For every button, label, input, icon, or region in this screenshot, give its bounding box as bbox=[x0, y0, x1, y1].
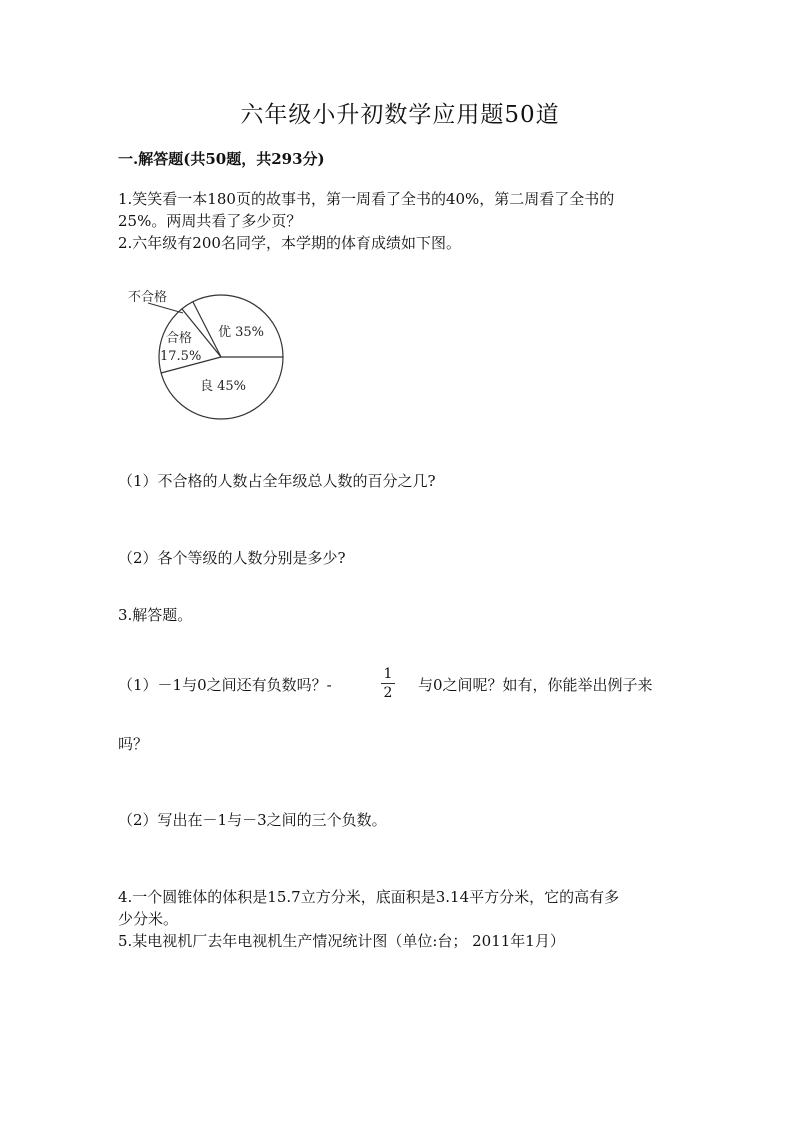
fraction-numerator: 1 bbox=[383, 666, 393, 682]
section-heading: 一.解答题(共50题，共293分) bbox=[118, 150, 325, 168]
q4-line1: 4.一个圆锥体的体积是15.7立方分米，底面积是3.14平方分米，它的高有多 bbox=[118, 888, 620, 906]
q3-sub1-c: 吗？ bbox=[118, 735, 149, 753]
q3-sub1-b: 与0之间呢？如有，你能举出例子来 bbox=[418, 676, 653, 694]
q2-sub1: （1）不合格的人数占全年级总人数的百分之几? bbox=[118, 472, 436, 490]
page-title: 六年级小升初数学应用题50道 bbox=[240, 102, 560, 128]
label-hege-pct: 17.5% bbox=[160, 349, 202, 364]
fraction-denominator: 2 bbox=[383, 685, 393, 701]
fraction-bar bbox=[381, 683, 395, 684]
q3-sub1-a: （1）－1与0之间还有负数吗？- bbox=[118, 676, 332, 694]
label-hege: 合格 bbox=[166, 331, 193, 346]
q5-text: 5.某电视机厂去年电视机生产情况统计图（单位:台； 2011年1月） bbox=[118, 932, 565, 950]
label-you: 优 35% bbox=[218, 325, 265, 340]
q3-sub2: （2）写出在－1与－3之间的三个负数。 bbox=[118, 811, 387, 829]
q2-text: 2.六年级有200名同学，本学期的体育成绩如下图。 bbox=[118, 234, 461, 252]
pie-chart bbox=[120, 280, 300, 430]
q4-line2: 少分米。 bbox=[118, 910, 179, 928]
label-liang: 良 45% bbox=[200, 379, 247, 394]
fraction-one-half bbox=[381, 666, 395, 701]
q1-line1: 1.笑笑看一本180页的故事书，第一周看了全书的40%，第二周看了全书的 bbox=[118, 190, 615, 208]
label-buhege: 不合格 bbox=[128, 290, 168, 305]
q2-sub2: （2）各个等级的人数分别是多少? bbox=[118, 549, 346, 567]
q3-text: 3.解答题。 bbox=[118, 606, 193, 624]
q1-line2: 25%。两周共看了多少页？ bbox=[118, 212, 302, 230]
